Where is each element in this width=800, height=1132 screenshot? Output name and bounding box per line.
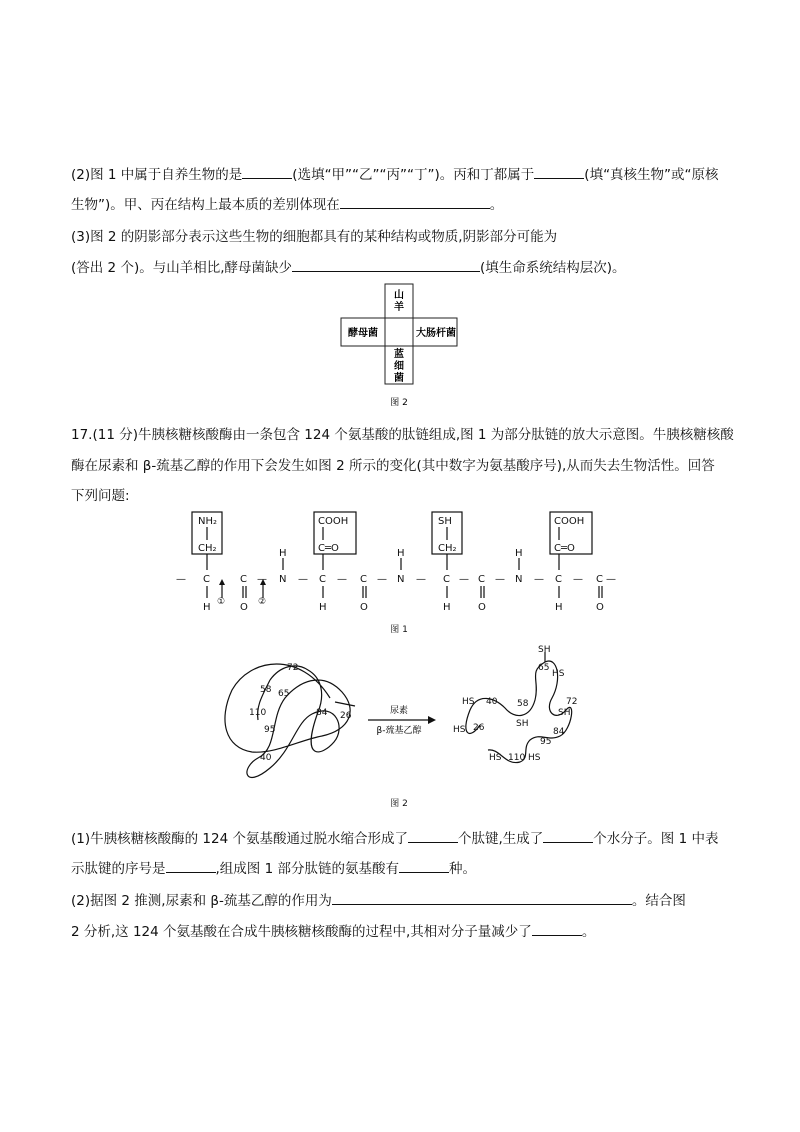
text: (填“真核生物”或“原核 [584, 167, 719, 183]
right-label: 大肠杆菌 [416, 328, 456, 339]
text: 个水分子。图 1 中表 [593, 831, 719, 847]
bottom-label-1: 蓝 [394, 349, 404, 360]
residue-58: 58 [260, 685, 272, 695]
q17-intro-line1 [71, 425, 734, 445]
left-label: 酵母菌 [348, 328, 378, 339]
label-84: 84 [553, 727, 565, 737]
bond: — [573, 574, 583, 585]
c-atom: C [319, 574, 326, 585]
q17-part2-line1 [71, 890, 686, 911]
o-atom: O [478, 602, 486, 613]
text: 。 [489, 197, 504, 213]
answer-blank[interactable] [532, 921, 582, 936]
text: (1)牛胰核糖核酸酶的 124 个氨基酸通过脱水缩合形成了 [71, 831, 408, 847]
top-label-2: 羊 [394, 302, 404, 313]
r3-bottom: CH₂ [438, 543, 457, 554]
residue-95: 95 [264, 725, 276, 735]
label-72: 72 [566, 697, 578, 707]
text: 17.(11 分)牛胰核糖核酸酶由一条包含 124 个氨基酸的肽链组成,图 1 为部分肽链的放大示意图。牛胰核糖核酸 [71, 427, 734, 443]
bond: — [337, 574, 347, 585]
r1-bottom: CH₂ [198, 543, 217, 554]
r2-top: COOH [318, 516, 349, 527]
answer-blank[interactable] [332, 890, 632, 905]
h-atom: H [443, 602, 451, 613]
residue-84: 84 [316, 708, 328, 718]
answer-blank[interactable] [408, 828, 458, 843]
c-atom: C [596, 574, 603, 585]
q17-part2-line2 [71, 921, 595, 942]
n-atom: N [397, 574, 405, 585]
bond: — [495, 574, 505, 585]
h-atom: H [279, 548, 287, 559]
r1-top: NH₂ [198, 516, 218, 527]
c-atom: C [240, 574, 247, 585]
text: 2 分析,这 124 个氨基酸在合成牛胰核糖核酸酶的过程中,其相对分子量减少了 [71, 924, 532, 940]
text: 生物”)。甲、丙在结构上最本质的差别体现在 [71, 197, 340, 213]
label-hs: HS [528, 753, 541, 763]
r4-top: COOH [554, 516, 585, 527]
label-40: 40 [486, 697, 498, 707]
protein-folding-diagram [0, 640, 800, 815]
answer-blank[interactable] [399, 858, 449, 873]
label-sh: SH [558, 708, 571, 718]
c-atom: C [478, 574, 485, 585]
label-110: 110 [508, 753, 526, 763]
label-95: 95 [540, 737, 552, 747]
label-sh: SH [516, 719, 529, 729]
text: 。 [581, 924, 596, 940]
label-65: 65 [538, 663, 550, 673]
text: (答出 2 个)。与山羊相比,酵母菌缺少 [71, 260, 292, 276]
r2-bottom: C═O [318, 543, 339, 554]
marker-1: ① [217, 597, 226, 607]
figure-caption: 图 2 [390, 799, 408, 809]
residue-65: 65 [278, 689, 290, 699]
folded-protein [225, 664, 355, 777]
o-atom: O [360, 602, 368, 613]
label-hs: HS [453, 725, 466, 735]
arrow-label-top: 尿素 [389, 706, 409, 716]
h-atom: H [555, 602, 563, 613]
label-58: 58 [517, 699, 529, 709]
text: 示肽键的序号是 [71, 861, 166, 877]
arrow-label-bottom: β-巯基乙醇 [376, 726, 422, 736]
residue-110: 110 [249, 708, 267, 718]
q17-intro-line2 [71, 456, 715, 476]
text: 下列问题: [71, 488, 130, 504]
residue-40: 40 [260, 753, 272, 763]
text: (2)图 1 中属于自养生物的是 [71, 167, 243, 183]
bond: — [534, 574, 544, 585]
label-hs: HS [489, 753, 502, 763]
answer-blank[interactable] [166, 858, 216, 873]
text: ,组成图 1 部分肽链的氨基酸有 [215, 861, 399, 877]
label-26: 26 [473, 723, 485, 733]
top-label-1: 山 [394, 290, 404, 301]
marker-2: ② [258, 597, 267, 607]
cross-diagram [0, 0, 800, 420]
label-sh: SH [538, 645, 551, 655]
q17-part1-line2 [71, 858, 476, 879]
c-atom: C [203, 574, 210, 585]
bottom-label-2: 细 [394, 361, 404, 372]
c-atom: C [443, 574, 450, 585]
h-atom: H [319, 602, 327, 613]
h-atom: H [397, 548, 405, 559]
bond: — [176, 574, 186, 585]
text: 种。 [448, 861, 476, 877]
label-hs: HS [552, 669, 565, 679]
transformation-arrow [368, 704, 436, 736]
figure-caption: 图 1 [390, 625, 408, 635]
residue-26: 26 [340, 711, 352, 721]
text: (2)据图 2 推测,尿素和 β-巯基乙醇的作用为 [71, 893, 332, 909]
c-atom: C [360, 574, 367, 585]
text: (填生命系统结构层次)。 [480, 260, 626, 276]
bond: — [257, 574, 267, 585]
bond: — [459, 574, 469, 585]
h-atom: H [203, 602, 211, 613]
o-atom: O [240, 602, 248, 613]
n-atom: N [279, 574, 287, 585]
text: (3)图 2 的阴影部分表示这些生物的细胞都具有的某种结构或物质,阴影部分可能为 [71, 229, 558, 245]
o-atom: O [596, 602, 604, 613]
bond: — [606, 574, 616, 585]
label-hs: HS [462, 697, 475, 707]
q17-part1-line1 [71, 828, 718, 849]
text: 。结合图 [631, 893, 686, 909]
bond: — [298, 574, 308, 585]
r3-top: SH [438, 516, 452, 527]
peptide-diagram [0, 500, 800, 640]
bond: — [377, 574, 387, 585]
bond: — [416, 574, 426, 585]
answer-blank[interactable] [543, 828, 593, 843]
text: 酶在尿素和 β-巯基乙醇的作用下会发生如图 2 所示的变化(其中数字为氨基酸序号),从而失去生物活性。回答 [71, 458, 715, 474]
bottom-label-3: 菌 [394, 373, 404, 384]
figure-caption: 图 2 [390, 398, 408, 408]
r4-bottom: C═O [554, 543, 575, 554]
h-atom: H [515, 548, 523, 559]
residue-72: 72 [287, 663, 299, 673]
c-atom: C [555, 574, 562, 585]
n-atom: N [515, 574, 523, 585]
text: (选填“甲”“乙”“丙”“丁”)。丙和丁都属于 [292, 167, 535, 183]
text: 个肽键,生成了 [457, 831, 544, 847]
